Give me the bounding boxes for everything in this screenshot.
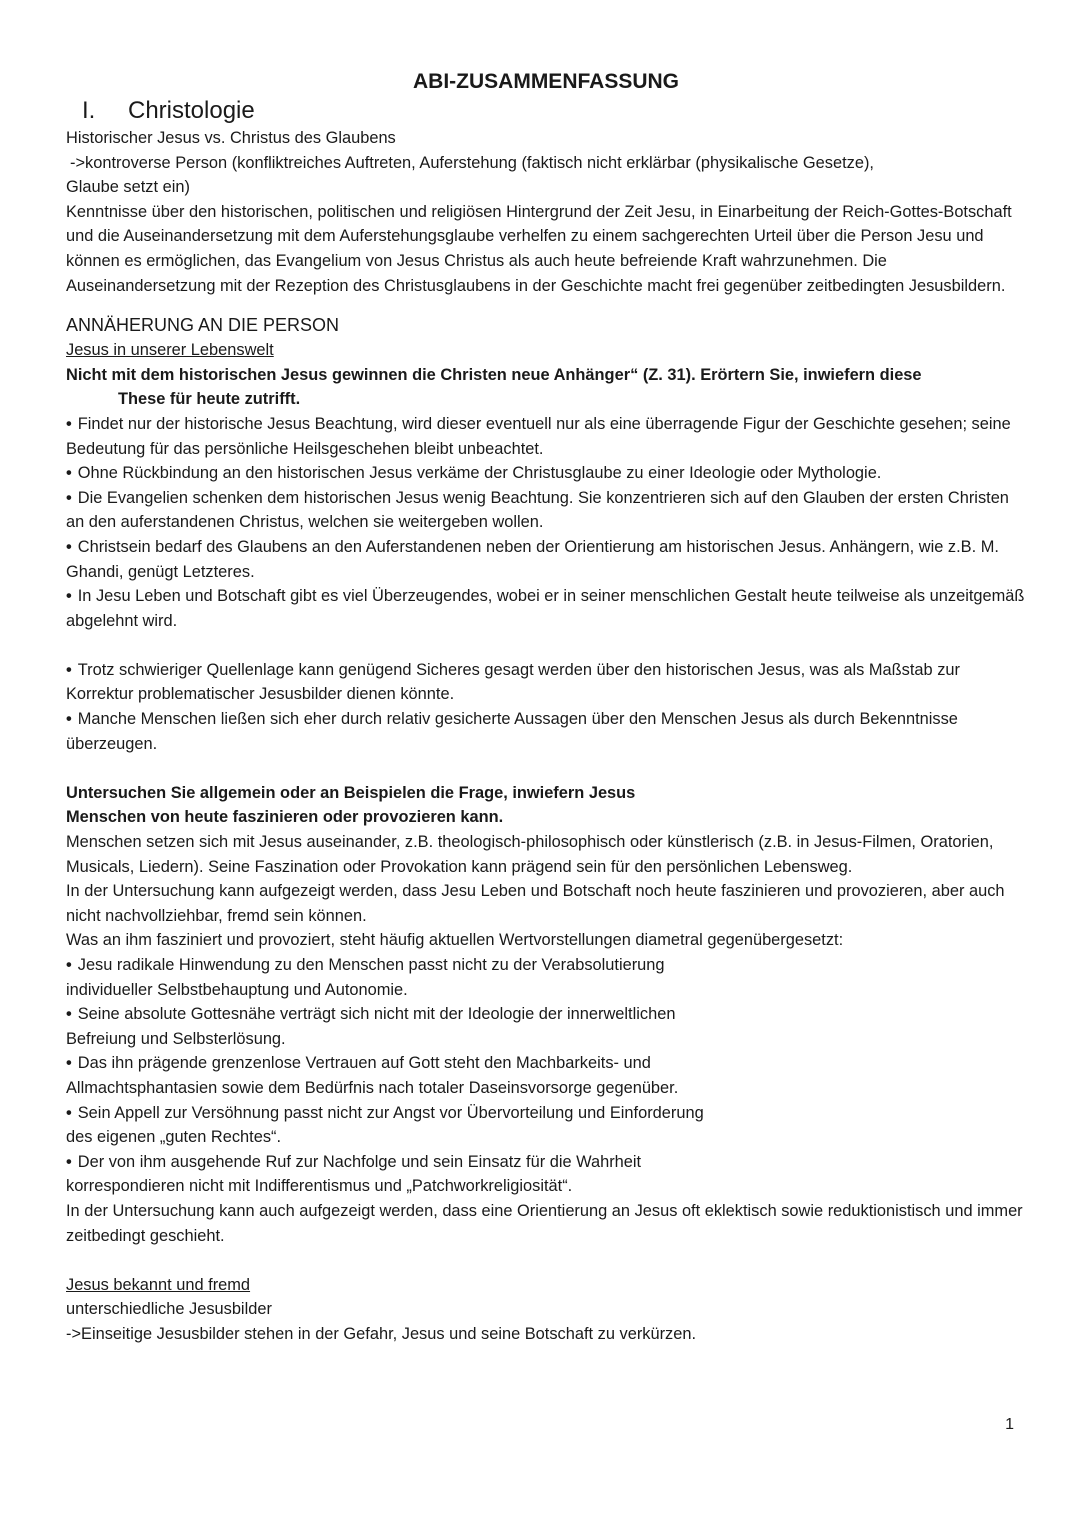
paragraph: Was an ihm fasziniert und provoziert, steht häufig aktuellen Wertvorstellungen diametral gegenübergesetzt: bbox=[66, 931, 844, 950]
spacer bbox=[66, 756, 1026, 781]
bullet-continuation: individueller Selbstbehauptung und Autonomie. bbox=[66, 980, 408, 999]
bullet-item: • Seine absolute Gottesnähe verträgt sich nicht mit der Ideologie der innerweltlichen bbox=[66, 1002, 1026, 1027]
paragraph: In der Untersuchung kann aufgezeigt werden, dass Jesu Leben und Botschaft noch heute faszinieren und provozieren, aber auch nicht nachvollziehbar, fremd sein können. bbox=[66, 882, 1005, 925]
subheading-bekannt-fremd: Jesus bekannt und fremd bbox=[66, 1275, 251, 1294]
chapter-heading bbox=[64, 96, 1026, 126]
bullet-item: • In Jesu Leben und Botschaft gibt es viel Überzeugendes, wobei er in seiner menschlichen Gestalt heute teilweise als unzeitgemäß abgelehnt wird. bbox=[66, 584, 1026, 633]
spacer bbox=[66, 1248, 1026, 1273]
chapter-name: Christologie bbox=[128, 97, 255, 124]
spacer bbox=[66, 633, 1026, 658]
paragraph: In der Untersuchung kann auch aufgezeigt werden, dass eine Orientierung an Jesus oft eklektisch sowie reduktionistisch und immer zeitbedingt geschieht. bbox=[66, 1201, 1023, 1245]
document-page bbox=[66, 68, 1026, 1347]
bullet-item: • Findet nur der historische Jesus Beachtung, wird dieser eventuell nur als eine überragende Figur der Geschichte gesehen; seine Bedeutung für das persönliche Heilsgeschehen bleibt unbeachtet. bbox=[66, 412, 1026, 461]
bullet-item: • Jesu radikale Hinwendung zu den Menschen passt nicht zu der Verabsolutierung bbox=[66, 953, 1026, 978]
jesusbilder-line: unterschiedliche Jesusbilder bbox=[66, 1300, 272, 1319]
paragraph: Menschen setzen sich mit Jesus auseinander, z.B. theologisch-philosophisch oder künstlerisch (z.B. in Jesus-Filmen, Oratorien, Musicals, Liedern). Seine Faszination oder Provokation kann prägend sein für den persönlichen Lebensweg. bbox=[66, 833, 994, 876]
bullet-item: • Sein Appell zur Versöhnung passt nicht zur Angst vor Übervorteilung und Einforderung bbox=[66, 1101, 1026, 1126]
bullet-item: • Die Evangelien schenken dem historischen Jesus wenig Beachtung. Sie konzentrieren sich auf den Glauben der ersten Christen an den auferstandenen Christus, welchen sie weitergeben wollen. bbox=[66, 486, 1026, 535]
intro-line-1: Historischer Jesus vs. Christus des Glaubens bbox=[66, 129, 396, 147]
question-2-line-1: Untersuchen Sie allgemein oder an Beispielen die Frage, inwiefern Jesus bbox=[66, 783, 636, 802]
intro-line-3: Glaube setzt ein) bbox=[66, 178, 190, 197]
bullet-continuation: Allmachtsphantasien sowie dem Bedürfnis nach totaler Daseinsvorsorge gegenüber. bbox=[66, 1078, 679, 1097]
bullet-continuation: Befreiung und Selbsterlösung. bbox=[66, 1029, 286, 1048]
bullet-item: • Das ihn prägende grenzenlose Vertrauen auf Gott steht den Machbarkeits- und bbox=[66, 1051, 1026, 1076]
subheading-lebenswelt: Jesus in unserer Lebenswelt bbox=[66, 341, 274, 360]
page-number: 1 bbox=[1005, 1416, 1014, 1433]
document-title: ABI-ZUSAMMENFASSUNG bbox=[413, 70, 679, 93]
bullet-continuation: des eigenen „guten Rechtes“. bbox=[66, 1128, 282, 1147]
bullet-item: • Der von ihm ausgehende Ruf zur Nachfolge und sein Einsatz für die Wahrheit bbox=[66, 1150, 1026, 1175]
bullet-continuation: korrespondieren nicht mit Indifferentismus und „Patchworkreligiosität“. bbox=[66, 1177, 573, 1196]
question-1-line-2: These für heute zutrifft. bbox=[118, 390, 301, 409]
jesusbilder-arrow-line: ->Einseitige Jesusbilder stehen in der Gefahr, Jesus und seine Botschaft zu verkürzen. bbox=[66, 1324, 697, 1343]
chapter-number: I. bbox=[82, 97, 96, 124]
bullet-item: • Ohne Rückbindung an den historischen Jesus verkäme der Christusglaube zu einer Ideologie oder Mythologie. bbox=[66, 461, 1026, 486]
intro-paragraph: Kenntnisse über den historischen, politischen und religiösen Hintergrund der Zeit Jesu, in Einarbeitung der Reich-Gottes-Botschaft und die Auseinandersetzung mit dem Auferstehungsglaube verhelfen zu einem sachgerechten Urteil über die Person Jesu und können es ermöglichen, das Evangelium von Jesus Christus als auch heute befreiende Kraft wahrzunehmen. Die Auseinandersetzung mit der Rezeption des Christusglaubens in der Geschichte macht frei gegenüber zeitbedingten Jesusbildern. bbox=[66, 202, 1012, 295]
bullet-item: • Christsein bedarf des Glaubens an den Auferstandenen neben der Orientierung am historischen Jesus. Anhängern, wie z.B. M. Ghandi, genügt Letzteres. bbox=[66, 535, 1026, 584]
bullet-item: • Trotz schwieriger Quellenlage kann genügend Sicheres gesagt werden über den historischen Jesus, was als Maßstab zur Korrektur problematischer Jesusbilder dienen könnte. bbox=[66, 658, 1026, 707]
bullet-item: • Manche Menschen ließen sich eher durch relativ gesicherte Aussagen über den Menschen Jesus als durch Bekenntnisse überzeugen. bbox=[66, 707, 1026, 756]
question-2-line-2: Menschen von heute faszinieren oder provozieren kann. bbox=[66, 808, 504, 827]
section-heading: ANNÄHERUNG AN DIE PERSON bbox=[66, 315, 340, 336]
question-1-line-1: Nicht mit dem historischen Jesus gewinnen die Christen neue Anhänger“ (Z. 31). Erörtern Sie, inwiefern diese bbox=[66, 365, 922, 384]
intro-line-2: ->kontroverse Person (konfliktreiches Auftreten, Auferstehung (faktisch nicht erklärbar (physikalische Gesetze), bbox=[70, 153, 874, 172]
